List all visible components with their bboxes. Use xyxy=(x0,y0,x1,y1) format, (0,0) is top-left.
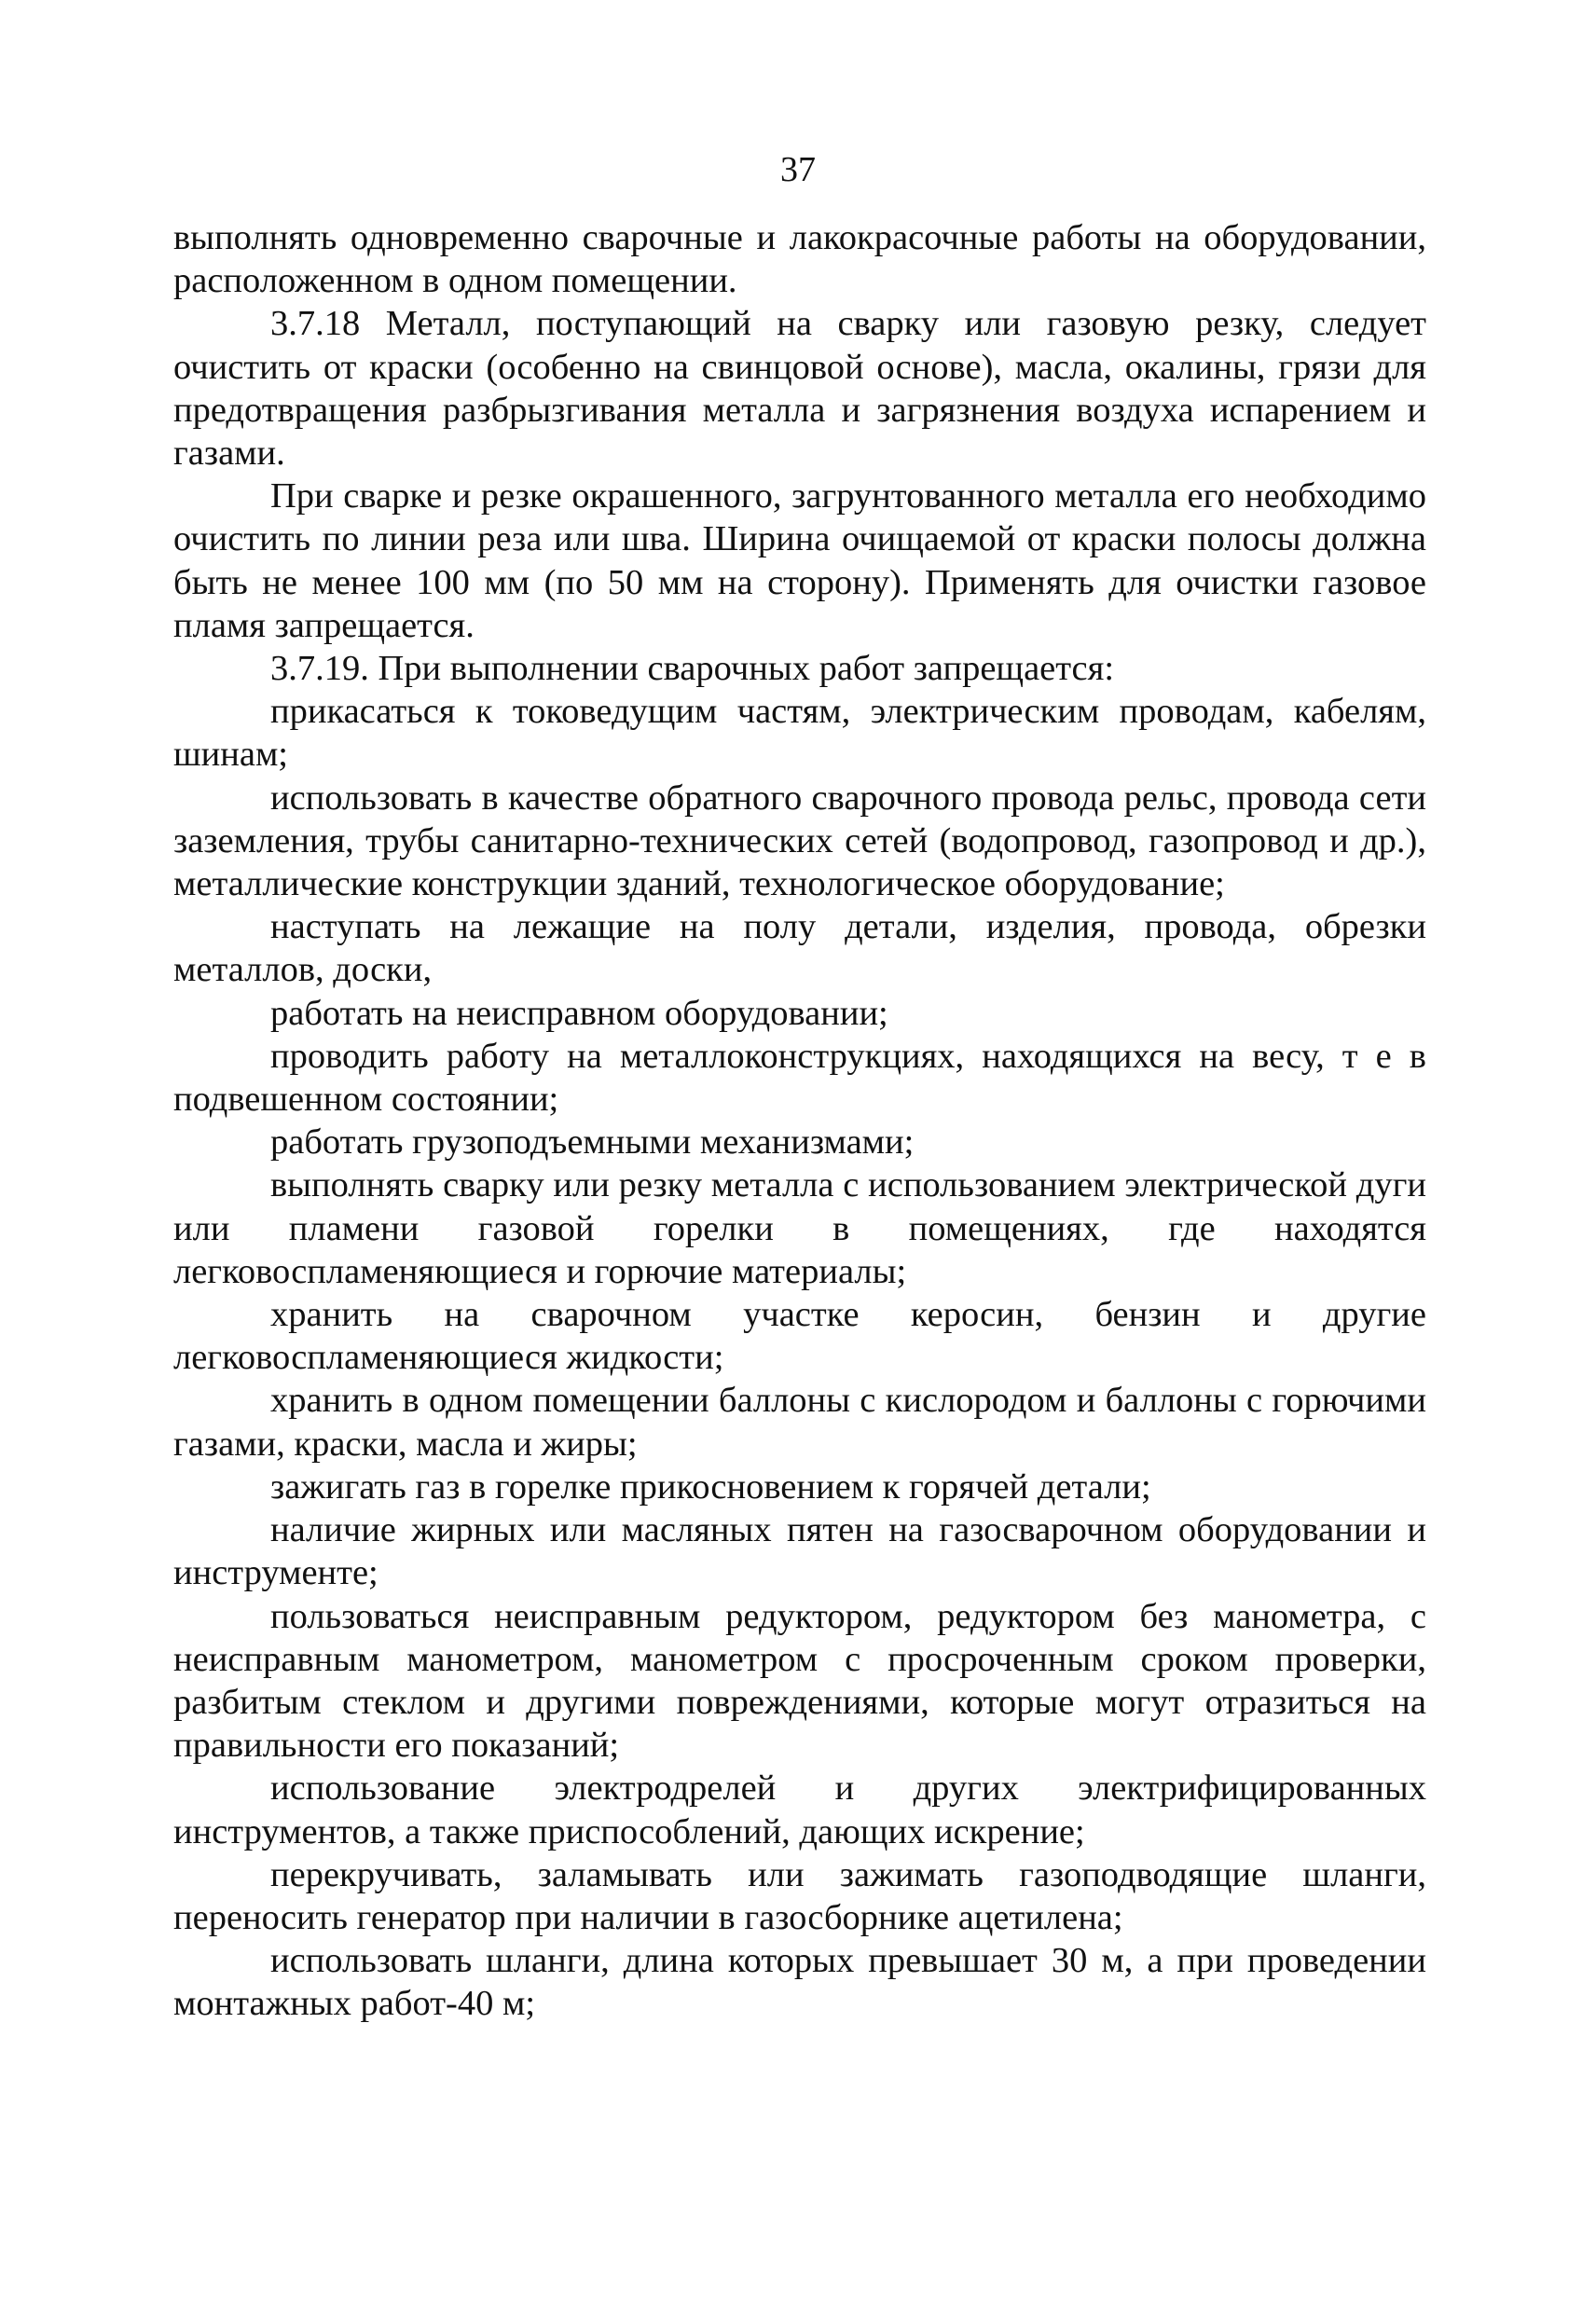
list-item: наступать на лежащие на полу детали, изделия, провода, обрезки металлов, доски, xyxy=(173,907,1426,990)
list-item: работать на неисправном оборудовании; xyxy=(270,993,888,1033)
list-item: проводить работу на металлоконструкциях, находящихся на весу, т е в подвешенном состоянии; xyxy=(173,1036,1426,1120)
list-item: хранить в одном помещении баллоны с кислородом и баллоны с горючими газами, краски, масла и жиры; xyxy=(173,1381,1426,1464)
page-number: 37 xyxy=(780,150,816,189)
paragraph: выполнять одновременно сварочные и лакокрасочные работы на оборудовании, расположенном в одном помещении. xyxy=(173,218,1426,301)
paragraph: При сварке и резке окрашенного, загрунтованного металла его необходимо очистить по линии реза или шва. Ширина очищаемой от краски полосы должна быть не менее 100 мм (по 50 мм на сторону). Применять для очистки газовое пламя запрещается. xyxy=(173,476,1426,645)
list-item: использовать шланги, длина которых превышает 30 м, а при проведении монтажных работ-40 м; xyxy=(173,1941,1426,2024)
list-item: хранить на сварочном участке керосин, бензин и другие легковоспламеняющиеся жидкости; xyxy=(173,1295,1426,1378)
list-item: зажигать газ в горелке прикосновением к горячей детали; xyxy=(270,1466,1151,1507)
document-body xyxy=(173,216,1426,2026)
list-item: прикасаться к токоведущим частям, электрическим проводам, кабелям, шинам; xyxy=(173,692,1426,775)
list-item: перекручивать, заламывать или зажимать газоподводящие шланги, переносить генератор при наличии в газосборнике ацетилена; xyxy=(173,1854,1426,1937)
list-item: работать грузоподъемными механизмами; xyxy=(270,1122,915,1163)
list-item: наличие жирных или масляных пятен на газосварочном оборудовании и инструменте; xyxy=(173,1510,1426,1593)
list-item: выполнять сварку или резку металла с использованием электрической дуги или пламени газовой горелки в помещениях, где находятся легковоспламеняющиеся и горючие материалы; xyxy=(173,1165,1426,1291)
list-item: пользоваться неисправным редуктором, редуктором без манометра, с неисправным манометром, манометром с просроченным сроком проверки, разбитым стеклом и другими повреждениями, которые могут отразиться на правильности его показаний; xyxy=(173,1596,1426,1766)
list-item: использование электродрелей и других электрифицированных инструментов, а также приспособлений, дающих искрение; xyxy=(173,1768,1426,1851)
section-heading: 3.7.19. При выполнении сварочных работ запрещается: xyxy=(270,649,1115,689)
paragraph: 3.7.18 Металл, поступающий на сварку или газовую резку, следует очистить от краски (особенно на свинцовой основе), масла, окалины, грязи для предотвращения разбрызгивания металла и загрязнения воздуха испарением и газами. xyxy=(173,304,1426,474)
list-item: использовать в качестве обратного сварочного провода рельс, провода сети заземления, трубы санитарно-технических сетей (водопровод, газопровод и др.), металлические конструкции зданий, технологическое оборудование; xyxy=(173,778,1426,904)
